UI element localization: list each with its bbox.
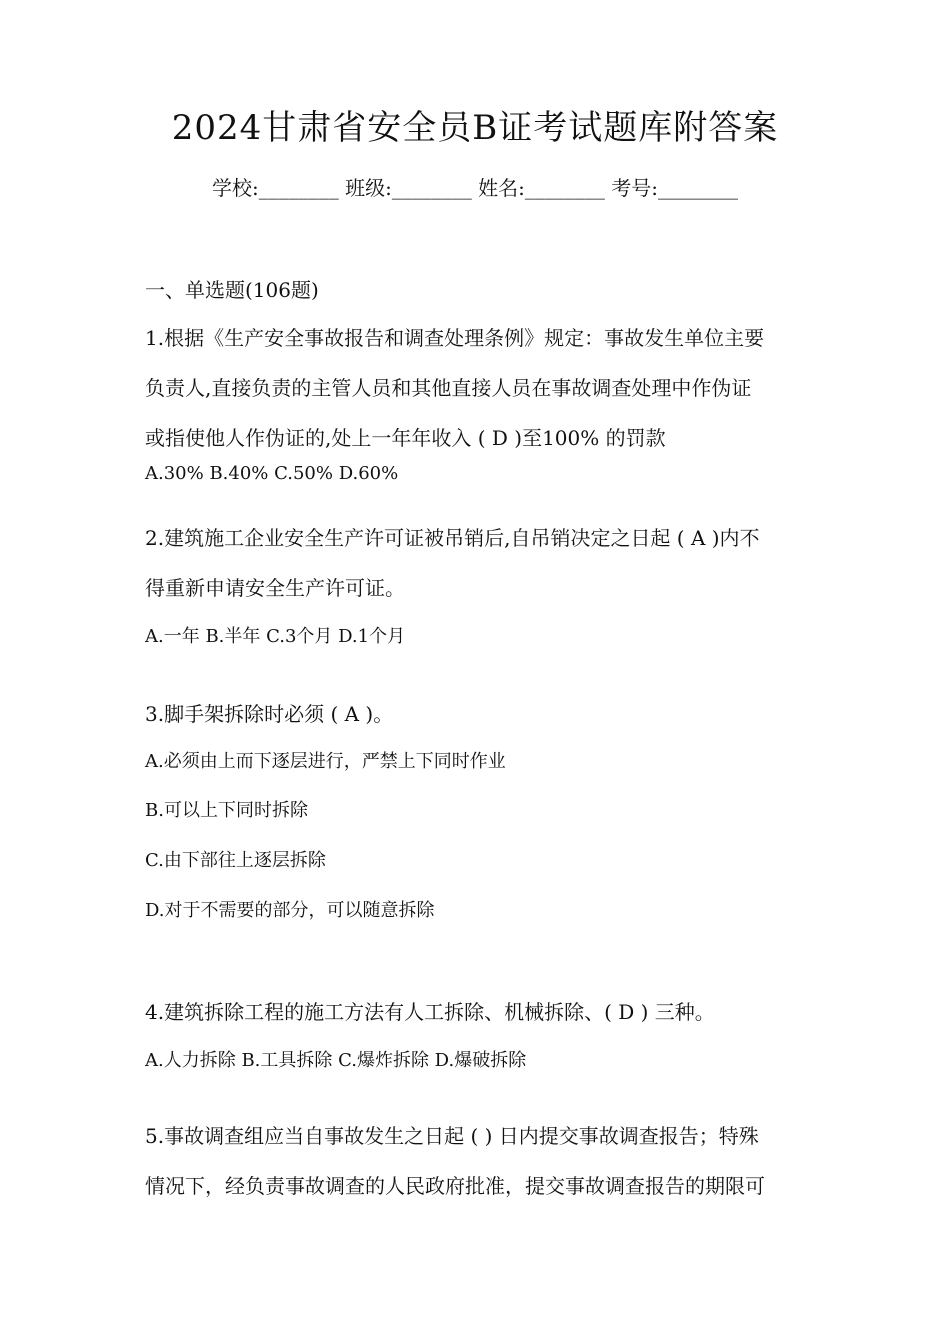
student-info-text: 学校:________ 班级:________ 姓名:________ 考号:________ bbox=[211, 176, 739, 200]
question-4-line-1: 4.建筑拆除工程的施工方法有人工拆除、机械拆除、( D ) 三种。 bbox=[145, 1000, 715, 1024]
question-3-option-c: C.由下部往上逐层拆除 bbox=[145, 850, 326, 871]
student-info-line bbox=[0, 172, 950, 201]
question-1-line-2: 负责人,直接负责的主管人员和其他直接人员在事故调查处理中作伪证 bbox=[145, 376, 752, 400]
section-heading: 一、单选题(106题) bbox=[145, 278, 319, 302]
question-1-line-3: 或指使他人作伪证的,处上一年年收入 ( D )至100% 的罚款 bbox=[145, 426, 666, 450]
question-3-option-b: B.可以上下同时拆除 bbox=[145, 800, 308, 821]
question-2-line-1: 2.建筑施工企业安全生产许可证被吊销后,自吊销决定之日起 ( A )内不 bbox=[145, 526, 760, 550]
document-title: 2024甘肃省安全员B证考试题库附答案 bbox=[171, 108, 779, 148]
question-3-line-1: 3.脚手架拆除时必须 ( A )。 bbox=[145, 702, 394, 726]
question-5-line-1: 5.事故调查组应当自事故发生之日起 ( ) 日内提交事故调查报告；特殊 bbox=[145, 1124, 759, 1148]
question-2-options: A.一年 B.半年 C.3个月 D.1个月 bbox=[145, 626, 406, 647]
question-3-option-a: A.必须由上而下逐层进行，严禁上下同时作业 bbox=[145, 751, 506, 772]
question-5-line-2: 情况下，经负责事故调查的人民政府批准，提交事故调查报告的期限可 bbox=[145, 1174, 765, 1198]
question-1-options: A.30% B.40% C.50% D.60% bbox=[145, 463, 399, 484]
question-2-line-2: 得重新申请安全生产许可证。 bbox=[145, 576, 405, 600]
question-4-options: A.人力拆除 B.工具拆除 C.爆炸拆除 D.爆破拆除 bbox=[145, 1050, 527, 1071]
question-1-line-1: 1.根据《生产安全事故报告和调查处理条例》规定：事故发生单位主要 bbox=[145, 326, 765, 350]
question-3-option-d: D.对于不需要的部分，可以随意拆除 bbox=[145, 900, 435, 921]
